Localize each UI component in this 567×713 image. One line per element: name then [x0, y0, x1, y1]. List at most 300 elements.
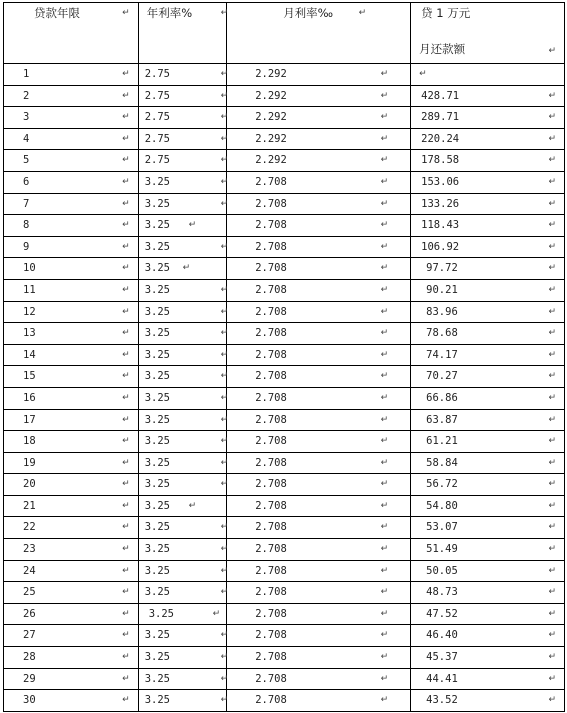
- repayment-value: 51.49: [426, 543, 458, 556]
- return-mark-icon: ↵: [548, 695, 556, 706]
- repayment-value: 48.73: [426, 586, 458, 599]
- table-row: [4, 582, 565, 604]
- annual-rate-value: 3.25: [144, 305, 171, 318]
- header-monthly-repayment: 月还款额: [419, 42, 466, 56]
- annual-rate-value: 3.25: [144, 586, 171, 599]
- monthly-rate-value: 2.708: [255, 629, 287, 642]
- monthly-rate-cell: [227, 279, 411, 301]
- annual-rate-value: 3.25: [144, 564, 171, 577]
- monthly-rate-cell: [227, 452, 411, 474]
- annual-rate-cell: [138, 215, 226, 237]
- return-mark-icon: ↵: [188, 500, 197, 511]
- table-row: [4, 107, 565, 129]
- term-value: 9: [23, 240, 30, 253]
- term-cell: [4, 474, 139, 496]
- return-mark-icon: ↵: [380, 306, 389, 317]
- return-mark-icon: ↵: [380, 544, 389, 555]
- term-value: 5: [23, 154, 30, 167]
- annual-rate-cell: [138, 668, 229, 690]
- return-mark-icon: ↵: [122, 522, 130, 533]
- return-mark-icon: ↵: [548, 176, 556, 187]
- return-mark-icon: ↵: [220, 155, 229, 166]
- annual-rate-cell: [138, 603, 226, 625]
- table-row: [4, 344, 565, 366]
- repayment-cell: [411, 539, 565, 561]
- return-mark-icon: ↵: [380, 587, 389, 598]
- table-body: [4, 64, 565, 712]
- return-mark-icon: ↵: [122, 500, 130, 511]
- return-mark-icon: ↵: [122, 133, 130, 144]
- annual-rate-value: 3.25: [144, 219, 171, 232]
- return-mark-icon: ↵: [122, 349, 130, 360]
- term-value: 18: [23, 435, 36, 448]
- return-mark-icon: ↵: [548, 284, 556, 295]
- return-mark-icon: ↵: [220, 198, 229, 209]
- return-mark-icon: ↵: [122, 371, 130, 382]
- annual-rate-cell: [138, 387, 229, 409]
- table-row: [4, 452, 565, 474]
- term-value: 7: [23, 197, 30, 210]
- monthly-rate-cell: [227, 107, 411, 129]
- term-cell: [4, 560, 139, 582]
- term-cell: [4, 215, 139, 237]
- annual-rate-value: 3.25: [144, 456, 171, 469]
- return-mark-icon: ↵: [220, 457, 229, 468]
- repayment-cell: [411, 474, 565, 496]
- term-cell: [4, 625, 139, 647]
- return-mark-icon: ↵: [220, 630, 229, 641]
- monthly-rate-cell: [227, 517, 411, 539]
- annual-rate-cell: [138, 517, 229, 539]
- return-mark-icon: ↵: [548, 522, 556, 533]
- table-row: [4, 603, 565, 625]
- return-mark-icon: ↵: [380, 522, 389, 533]
- monthly-rate-value: 2.708: [255, 262, 287, 275]
- term-cell: [4, 387, 139, 409]
- annual-rate-cell: [138, 344, 229, 366]
- annual-rate-value: 3.25: [144, 262, 171, 275]
- term-cell: [4, 279, 139, 301]
- term-value: 19: [23, 456, 36, 469]
- repayment-cell: [411, 625, 565, 647]
- monthly-rate-value: 2.708: [255, 348, 287, 361]
- return-mark-icon: ↵: [380, 630, 389, 641]
- term-cell: [4, 107, 139, 129]
- term-value: 13: [23, 327, 36, 340]
- return-mark-icon: ↵: [380, 284, 389, 295]
- return-mark-icon: ↵: [548, 436, 556, 447]
- table-row: [4, 409, 565, 431]
- return-mark-icon: ↵: [220, 522, 229, 533]
- term-value: 16: [23, 391, 36, 404]
- term-value: 14: [23, 348, 36, 361]
- return-mark-icon: ↵: [548, 673, 556, 684]
- annual-rate-cell: [138, 625, 229, 647]
- repayment-cell: [411, 215, 565, 237]
- header-loan-amount: 贷 1 万元: [421, 6, 471, 20]
- monthly-rate-cell: [227, 128, 411, 150]
- monthly-rate-cell: [227, 215, 411, 237]
- term-cell: [4, 582, 139, 604]
- return-mark-icon: ↵: [548, 306, 556, 317]
- return-mark-icon: ↵: [548, 565, 556, 576]
- return-mark-icon: ↵: [220, 673, 229, 684]
- return-mark-icon: ↵: [220, 112, 229, 123]
- return-mark-icon: ↵: [122, 565, 130, 576]
- term-value: 29: [23, 672, 36, 685]
- return-mark-icon: ↵: [122, 414, 130, 425]
- monthly-rate-cell: [227, 495, 411, 517]
- monthly-rate-value: 2.708: [255, 607, 287, 620]
- term-value: 15: [23, 370, 36, 383]
- monthly-rate-cell: [227, 85, 411, 107]
- monthly-rate-cell: [227, 150, 411, 172]
- return-mark-icon: ↵: [122, 479, 130, 490]
- monthly-rate-value: 2.708: [255, 435, 287, 448]
- annual-rate-cell: [138, 474, 229, 496]
- return-mark-icon: ↵: [212, 608, 221, 619]
- return-mark-icon: ↵: [380, 479, 389, 490]
- monthly-rate-cell: [227, 64, 411, 86]
- term-value: 26: [23, 607, 36, 620]
- repayment-cell: [411, 344, 565, 366]
- term-cell: [4, 301, 139, 323]
- return-mark-icon: ↵: [380, 328, 389, 339]
- annual-rate-cell: [138, 107, 229, 129]
- annual-rate-value: 3.25: [144, 240, 171, 253]
- annual-rate-value: 3.25: [144, 391, 171, 404]
- term-cell: [4, 193, 139, 215]
- return-mark-icon: ↵: [220, 8, 229, 18]
- term-value: 11: [23, 283, 36, 296]
- monthly-rate-cell: [227, 323, 411, 345]
- monthly-rate-value: 2.708: [255, 391, 287, 404]
- return-mark-icon: ↵: [548, 392, 556, 403]
- return-mark-icon: ↵: [380, 263, 389, 274]
- annual-rate-cell: [138, 409, 229, 431]
- return-mark-icon: ↵: [122, 608, 130, 619]
- return-mark-icon: ↵: [220, 241, 229, 252]
- return-mark-icon: ↵: [122, 306, 130, 317]
- monthly-rate-value: 2.708: [255, 478, 287, 491]
- monthly-rate-cell: [227, 193, 411, 215]
- table-row: [4, 128, 565, 150]
- table-row: [4, 474, 565, 496]
- term-value: 27: [23, 629, 36, 642]
- loan-rate-document: [3, 2, 565, 712]
- term-value: 25: [23, 586, 36, 599]
- table-row: [4, 366, 565, 388]
- return-mark-icon: ↵: [188, 220, 197, 231]
- return-mark-icon: ↵: [220, 306, 229, 317]
- term-cell: [4, 323, 139, 345]
- return-mark-icon: ↵: [122, 328, 130, 339]
- return-mark-icon: ↵: [380, 414, 389, 425]
- monthly-rate-cell: [227, 236, 411, 258]
- monthly-rate-value: 2.708: [255, 327, 287, 340]
- term-value: 8: [23, 219, 30, 232]
- return-mark-icon: ↵: [380, 220, 389, 231]
- annual-rate-value: 3.25: [144, 435, 171, 448]
- repayment-value: 45.37: [426, 651, 458, 664]
- annual-rate-cell: [138, 647, 229, 669]
- term-value: 24: [23, 564, 36, 577]
- term-value: 23: [23, 543, 36, 556]
- return-mark-icon: ↵: [548, 90, 556, 101]
- return-mark-icon: ↵: [220, 349, 229, 360]
- return-mark-icon: ↵: [380, 69, 389, 79]
- repayment-value: 47.52: [426, 607, 458, 620]
- term-value: 20: [23, 478, 36, 491]
- annual-rate-value: 3.25: [148, 607, 175, 620]
- monthly-rate-value: 2.708: [255, 413, 287, 426]
- term-cell: [4, 603, 139, 625]
- header-row: [4, 3, 565, 64]
- return-mark-icon: ↵: [380, 565, 389, 576]
- return-mark-icon: ↵: [122, 673, 130, 684]
- table-row: [4, 193, 565, 215]
- monthly-rate-value: 2.708: [255, 370, 287, 383]
- return-mark-icon: ↵: [220, 69, 229, 79]
- annual-rate-cell: [138, 171, 229, 193]
- monthly-rate-cell: [227, 647, 411, 669]
- term-cell: [4, 128, 139, 150]
- table-row: [4, 64, 565, 86]
- monthly-rate-value: 2.292: [255, 68, 287, 80]
- repayment-cell: [411, 171, 565, 193]
- term-cell: [4, 150, 139, 172]
- term-value: 17: [23, 413, 36, 426]
- monthly-rate-cell: [227, 560, 411, 582]
- return-mark-icon: ↵: [548, 457, 556, 468]
- table-row: [4, 690, 565, 712]
- repayment-value: 106.92: [421, 240, 460, 253]
- term-cell: [4, 452, 139, 474]
- term-cell: [4, 668, 139, 690]
- monthly-rate-cell: [227, 171, 411, 193]
- table-row: [4, 171, 565, 193]
- monthly-rate-cell: [227, 539, 411, 561]
- term-value: 22: [23, 521, 36, 534]
- return-mark-icon: ↵: [548, 220, 556, 231]
- repayment-value: 153.06: [421, 175, 460, 188]
- term-value: 6: [23, 175, 30, 188]
- return-mark-icon: ↵: [220, 479, 229, 490]
- annual-rate-value: 3.25: [144, 694, 171, 707]
- repayment-value: 70.27: [426, 370, 458, 383]
- monthly-rate-value: 2.708: [255, 543, 287, 556]
- monthly-rate-value: 2.708: [255, 305, 287, 318]
- repayment-cell: [411, 150, 565, 172]
- annual-rate-value: 3.25: [144, 370, 171, 383]
- return-mark-icon: ↵: [122, 263, 130, 274]
- return-mark-icon: ↵: [122, 176, 130, 187]
- table-row: [4, 301, 565, 323]
- return-mark-icon: ↵: [122, 69, 130, 79]
- annual-rate-value: 2.75: [144, 68, 171, 80]
- repayment-cell: [411, 85, 565, 107]
- header-repayment-cell: [411, 3, 565, 64]
- repayment-cell: [411, 107, 565, 129]
- header-term-cell: [4, 3, 139, 64]
- return-mark-icon: ↵: [122, 220, 130, 231]
- return-mark-icon: ↵: [122, 284, 130, 295]
- term-cell: [4, 171, 139, 193]
- repayment-cell: [411, 193, 565, 215]
- repayment-value: 53.07: [426, 521, 458, 534]
- return-mark-icon: ↵: [548, 652, 556, 663]
- monthly-rate-value: 2.708: [255, 219, 287, 232]
- monthly-rate-value: 2.708: [255, 521, 287, 534]
- return-mark-icon: ↵: [380, 673, 389, 684]
- return-mark-icon: ↵: [122, 544, 130, 555]
- return-mark-icon: ↵: [122, 695, 130, 706]
- monthly-rate-cell: [227, 474, 411, 496]
- table-row: [4, 495, 565, 517]
- return-mark-icon: ↵: [380, 176, 389, 187]
- monthly-rate-value: 2.708: [255, 586, 287, 599]
- annual-rate-value: 3.25: [144, 348, 171, 361]
- repayment-value: 43.52: [426, 694, 458, 707]
- annual-rate-value: 3.25: [144, 543, 171, 556]
- repayment-cell: [411, 431, 565, 453]
- repayment-cell: [411, 452, 565, 474]
- table-row: [4, 647, 565, 669]
- repayment-value: 118.43: [421, 219, 460, 232]
- annual-rate-cell: [138, 279, 229, 301]
- repayment-cell: [411, 647, 565, 669]
- repayment-value: 90.21: [426, 283, 458, 296]
- return-mark-icon: ↵: [220, 695, 229, 706]
- monthly-rate-value: 2.708: [255, 672, 287, 685]
- repayment-cell: [411, 495, 565, 517]
- monthly-rate-cell: [227, 301, 411, 323]
- repayment-cell: [411, 64, 565, 86]
- table-row: [4, 625, 565, 647]
- term-cell: [4, 366, 139, 388]
- repayment-cell: [411, 128, 565, 150]
- repayment-cell: [411, 301, 565, 323]
- monthly-rate-value: 2.292: [255, 89, 287, 102]
- return-mark-icon: ↵: [548, 263, 556, 274]
- return-mark-icon: ↵: [122, 630, 130, 641]
- monthly-rate-cell: [227, 690, 411, 712]
- repayment-cell: [411, 409, 565, 431]
- header-monthly-rate-cell: [227, 3, 411, 64]
- table-row: [4, 215, 565, 237]
- repayment-value: 50.05: [426, 564, 458, 577]
- annual-rate-value: 3.25: [144, 521, 171, 534]
- monthly-rate-cell: [227, 582, 411, 604]
- annual-rate-value: 3.25: [144, 283, 171, 296]
- term-cell: [4, 647, 139, 669]
- annual-rate-value: 3.25: [144, 197, 171, 210]
- annual-rate-cell: [138, 193, 229, 215]
- annual-rate-value: 2.75: [144, 111, 171, 124]
- repayment-value: 428.71: [421, 89, 460, 102]
- monthly-rate-value: 2.292: [255, 111, 287, 124]
- repayment-value: 97.72: [426, 262, 458, 275]
- header-term: 贷款年限: [34, 6, 80, 20]
- annual-rate-value: 3.25: [144, 413, 171, 426]
- return-mark-icon: ↵: [419, 69, 427, 79]
- table-row: [4, 236, 565, 258]
- annual-rate-cell: [138, 690, 229, 712]
- term-value: 21: [23, 499, 36, 512]
- return-mark-icon: ↵: [220, 587, 229, 598]
- table-row: [4, 150, 565, 172]
- return-mark-icon: ↵: [380, 608, 389, 619]
- return-mark-icon: ↵: [548, 349, 556, 360]
- annual-rate-value: 3.25: [144, 327, 171, 340]
- monthly-rate-cell: [227, 387, 411, 409]
- repayment-cell: [411, 560, 565, 582]
- return-mark-icon: ↵: [380, 112, 389, 123]
- monthly-rate-value: 2.708: [255, 694, 287, 707]
- term-value: 3: [23, 111, 30, 124]
- return-mark-icon: ↵: [220, 414, 229, 425]
- monthly-rate-cell: [227, 409, 411, 431]
- monthly-rate-cell: [227, 344, 411, 366]
- table-row: [4, 323, 565, 345]
- return-mark-icon: ↵: [548, 112, 556, 123]
- term-cell: [4, 517, 139, 539]
- return-mark-icon: ↵: [220, 371, 229, 382]
- return-mark-icon: ↵: [548, 155, 556, 166]
- return-mark-icon: ↵: [122, 241, 130, 252]
- return-mark-icon: ↵: [220, 176, 229, 187]
- term-value: 28: [23, 651, 36, 664]
- return-mark-icon: ↵: [380, 349, 389, 360]
- annual-rate-cell: [138, 258, 226, 280]
- monthly-rate-cell: [227, 625, 411, 647]
- table-row: [4, 668, 565, 690]
- return-mark-icon: ↵: [122, 155, 130, 166]
- return-mark-icon: ↵: [220, 652, 229, 663]
- table-row: [4, 387, 565, 409]
- annual-rate-cell: [138, 150, 229, 172]
- repayment-cell: [411, 690, 565, 712]
- return-mark-icon: ↵: [122, 392, 130, 403]
- return-mark-icon: ↵: [548, 587, 556, 598]
- return-mark-icon: ↵: [380, 500, 389, 511]
- repayment-cell: [411, 603, 565, 625]
- monthly-rate-value: 2.708: [255, 197, 287, 210]
- monthly-rate-value: 2.708: [255, 564, 287, 577]
- term-cell: [4, 431, 139, 453]
- annual-rate-cell: [138, 431, 229, 453]
- return-mark-icon: ↵: [548, 133, 556, 144]
- monthly-rate-value: 2.708: [255, 240, 287, 253]
- return-mark-icon: ↵: [122, 112, 130, 123]
- return-mark-icon: ↵: [380, 457, 389, 468]
- annual-rate-value: 2.75: [144, 89, 171, 102]
- repayment-value: 178.58: [421, 154, 460, 167]
- repayment-value: 63.87: [426, 413, 458, 426]
- return-mark-icon: ↵: [220, 436, 229, 447]
- repayment-value: 74.17: [426, 348, 458, 361]
- term-cell: [4, 258, 139, 280]
- repayment-value: 61.21: [426, 435, 458, 448]
- table-row: [4, 431, 565, 453]
- return-mark-icon: ↵: [548, 328, 556, 339]
- header-monthly-rate: 月利率‰: [283, 6, 334, 20]
- annual-rate-cell: [138, 452, 229, 474]
- annual-rate-value: 3.25: [144, 499, 171, 512]
- return-mark-icon: ↵: [548, 608, 556, 619]
- return-mark-icon: ↵: [548, 500, 556, 511]
- return-mark-icon: ↵: [122, 8, 130, 18]
